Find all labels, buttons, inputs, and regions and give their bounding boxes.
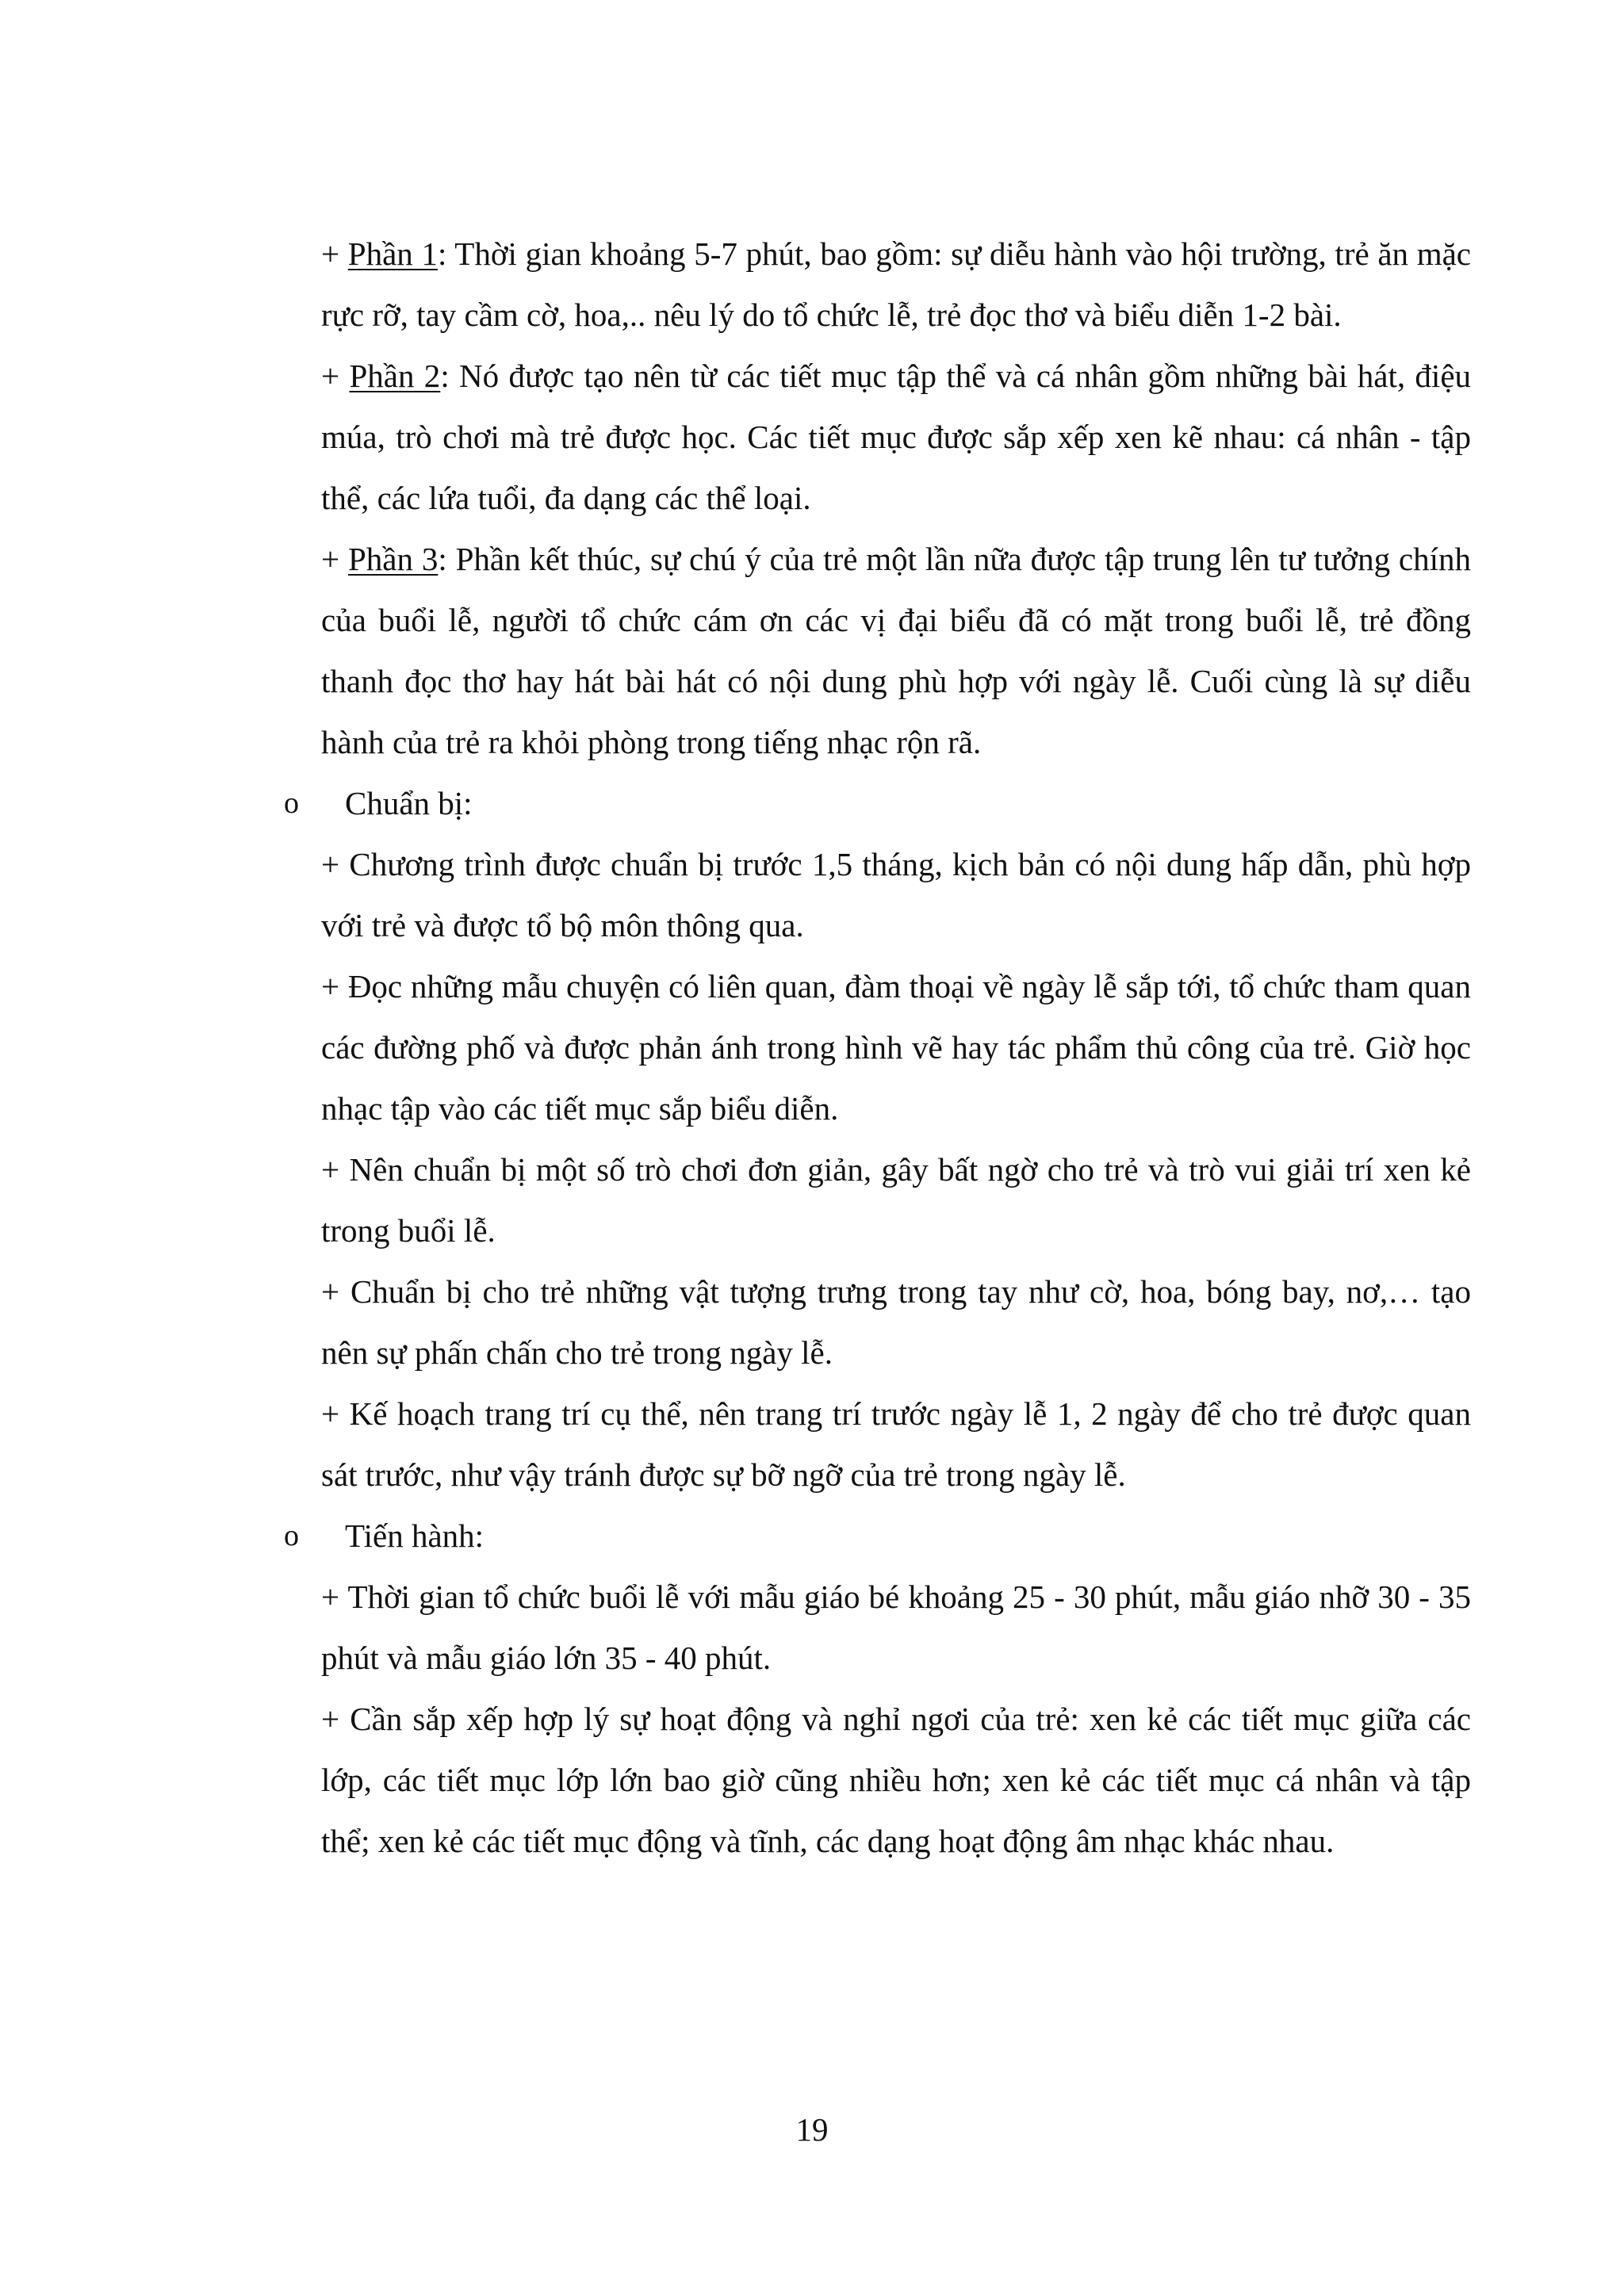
implementation-heading <box>284 1506 1471 1567</box>
part-3-text: : Phần kết thúc, sự chú ý của trẻ một lần nữa được tập trung lên tư tưởng chính của buổi lễ, người tổ chức cám ơn các vị đại biểu đã có mặt trong buổi lễ, trẻ đồng thanh đọc thơ hay hát bài hát có nội dung phù hợp với ngày lễ. Cuối cùng là sự diễu hành của trẻ ra khỏi phòng trong tiếng nhạc rộn rã. <box>321 541 1471 760</box>
part-2-text: : Nó được tạo nên từ các tiết mục tập thể và cá nhân gồm những bài hát, điệu múa, trò chơi mà trẻ được học. Các tiết mục được sắp xếp xen kẽ nhau: cá nhân - tập thể, các lứa tuổi, đa dạng các thể loại. <box>321 358 1472 516</box>
preparation-item-5: + Kế hoạch trang trí cụ thể, nên trang trí trước ngày lễ 1, 2 ngày để cho trẻ được quan sát trước, như vậy tránh được sự bỡ ngỡ của trẻ trong ngày lễ. <box>321 1395 1471 1493</box>
preparation-item-3: + Nên chuẩn bị một số trò chơi đơn giản, gây bất ngờ cho trẻ và trò vui giải trí xen kẻ trong buổi lễ. <box>321 1151 1471 1249</box>
part-3-paragraph <box>321 529 1471 773</box>
implementation-heading-text: Tiến hành: <box>345 1517 485 1554</box>
part-3-label: Phần 3 <box>347 541 439 577</box>
preparation-item-2: + Đọc những mẫu chuyện có liên quan, đàm thoại về ngày lễ sắp tới, tổ chức tham quan các đường phố và được phản ánh trong hình vẽ hay tác phẩm thủ công của trẻ. Giờ học nhạc tập vào các tiết mục sắp biểu diễn. <box>321 968 1471 1127</box>
preparation-item-4: + Chuẩn bị cho trẻ những vật tượng trưng trong tay như cờ, hoa, bóng bay, nơ,… tạo nên sự phấn chấn cho trẻ trong ngày lễ. <box>321 1273 1471 1371</box>
implementation-item-2: + Cần sắp xếp hợp lý sự hoạt động và nghỉ ngơi của trẻ: xen kẻ các tiết mục giữa các lớp, các tiết mục lớp lớn bao giờ cũng nhiều hơn; xen kẻ các tiết mục cá nhân và tập thể; xen kẻ các tiết mục động và tĩnh, các dạng hoạt động âm nhạc khác nhau. <box>321 1701 1471 1859</box>
circle-bullet-icon: o <box>284 1519 299 1552</box>
part-2-prefix: + <box>321 358 350 394</box>
part-1-text: : Thời gian khoảng 5-7 phút, bao gồm: sự diễu hành vào hội trường, trẻ ăn mặc rực rỡ, tay cầm cờ, hoa,.. nêu lý do tổ chức lễ, trẻ đọc thơ và biểu diễn 1-2 bài. <box>321 235 1471 333</box>
page-number: 19 <box>795 2111 829 2148</box>
preparation-item-1: + Chương trình được chuẩn bị trước 1,5 tháng, kịch bản có nội dung hấp dẫn, phù hợp với trẻ và được tổ bộ môn thông qua. <box>321 846 1471 943</box>
part-3-prefix: + <box>321 541 348 577</box>
preparation-heading-text: Chuẩn bị: <box>345 785 473 821</box>
preparation-heading <box>284 773 1471 834</box>
circle-bullet-icon: o <box>284 786 299 820</box>
part-1-prefix: + <box>321 235 348 272</box>
part-1-label: Phần 1 <box>347 235 438 272</box>
part-2-paragraph <box>321 346 1471 529</box>
page-body <box>284 224 1472 1872</box>
part-2-label: Phần 2 <box>349 358 441 394</box>
implementation-item-1: + Thời gian tổ chức buổi lễ với mẫu giáo bé khoảng 25 - 30 phút, mẫu giáo nhỡ 30 - 35 phút và mẫu giáo lớn 35 - 40 phút. <box>321 1578 1471 1676</box>
part-1-paragraph <box>321 224 1471 346</box>
